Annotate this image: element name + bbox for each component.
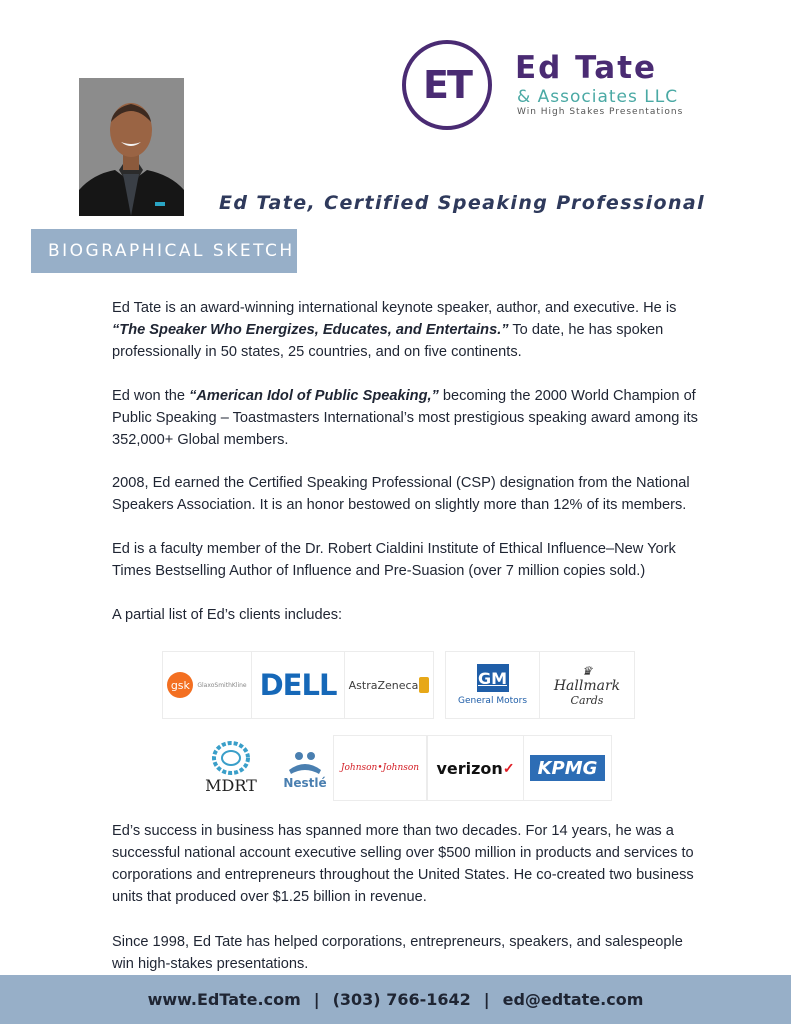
paragraph-clients-intro: A partial list of Ed’s clients includes: xyxy=(112,607,343,623)
client-logo-verizon xyxy=(427,735,524,801)
mdrt-emblem-icon xyxy=(211,740,251,776)
hallmark-cards: Cards xyxy=(570,693,604,707)
crown-icon: ♛ xyxy=(581,663,593,678)
client-logo-astrazeneca xyxy=(344,651,434,719)
section-banner: BIOGRAPHICAL SKETCH xyxy=(31,229,297,273)
paragraph-since-1998: Since 1998, Ed Tate has helped corporations, entrepreneurs, speakers, and salespeople win high-stakes presentations. xyxy=(112,934,683,972)
footer-separator: | xyxy=(313,990,320,1009)
mdrt-wordmark: MDRT xyxy=(205,775,257,795)
nestle-wordmark: Nestlé xyxy=(283,776,327,790)
logo-name: Ed Tate xyxy=(515,50,658,86)
paragraph-csp: 2008, Ed earned the Certified Speaking Professional (CSP) designation from the National Speakers Association. It is an honor bestowed on slightly more than 12% of its members. xyxy=(112,475,690,513)
jnj-wordmark: Johnson•Johnson xyxy=(340,763,420,773)
client-logo-nestle xyxy=(277,740,333,798)
logo-associates: & Associates LLC xyxy=(517,87,679,107)
client-logo-mdrt xyxy=(199,735,263,799)
gm-mark: GM xyxy=(477,664,509,692)
client-logo-dell xyxy=(251,651,345,719)
paragraph-faculty: Ed is a faculty member of the Dr. Robert Cialdini Institute of Ethical Influence–New York Times Bestselling Author of Influence and Pre-Suasion (over 7 million copies sold.) xyxy=(112,541,676,579)
astrazeneca-symbol-icon xyxy=(419,677,429,693)
footer-email-link[interactable]: ed@edtate.com xyxy=(502,990,644,1009)
logo-initials: ET xyxy=(423,63,471,107)
gsk-name: GlaxoSmithKline xyxy=(197,681,247,689)
paragraph-intro: Ed Tate is an award-winning international keynote speaker, author, and executive. He is “The Speaker Who Energizes, Educates, and Entertains.” To date, he has spoken professionally in 50 states, 25 countries, and on five continents. xyxy=(112,300,677,360)
headshot-photo xyxy=(79,78,184,216)
client-logo-hallmark xyxy=(539,651,635,719)
client-logo-gsk xyxy=(162,651,252,719)
nestle-nest-icon xyxy=(285,748,325,776)
verizon-check-icon: ✓ xyxy=(502,759,515,776)
client-logo-kpmg xyxy=(523,735,612,801)
footer-contact-bar xyxy=(0,975,791,1024)
page-title: Ed Tate, Certified Speaking Professional xyxy=(219,192,706,214)
gm-name: General Motors xyxy=(457,696,528,706)
logo-tagline: Win High Stakes Presentations xyxy=(517,107,684,117)
verizon-wordmark: verizon xyxy=(436,758,503,778)
footer-phone[interactable]: (303) 766-1642 xyxy=(332,990,471,1009)
footer-website-link[interactable]: www.EdTate.com xyxy=(147,990,301,1009)
client-logo-gm xyxy=(445,651,540,719)
footer-separator: | xyxy=(483,990,490,1009)
paragraph-business: Ed’s success in business has spanned more than two decades. For 14 years, he was a successful national account executive selling over $500 million in products and services to corporations and entrepreneurs throughout the United States. He co-created two business units that produced over $1.25 billion in revenue. xyxy=(112,823,694,905)
gsk-mark: gsk xyxy=(167,672,193,698)
paragraph-champion: Ed won the “American Idol of Public Speaking,” becoming the 2000 World Champion of Public Speaking – Toastmasters International’s most prestigious speaking award among its 352,000+ Global members. xyxy=(112,388,698,448)
dell-wordmark: DELL xyxy=(259,668,337,702)
astrazeneca-wordmark: AstraZeneca xyxy=(348,678,419,692)
client-logo-johnson-johnson xyxy=(333,735,427,801)
kpmg-wordmark: KPMG xyxy=(530,755,605,781)
hallmark-wordmark: Hallmark xyxy=(553,677,621,694)
